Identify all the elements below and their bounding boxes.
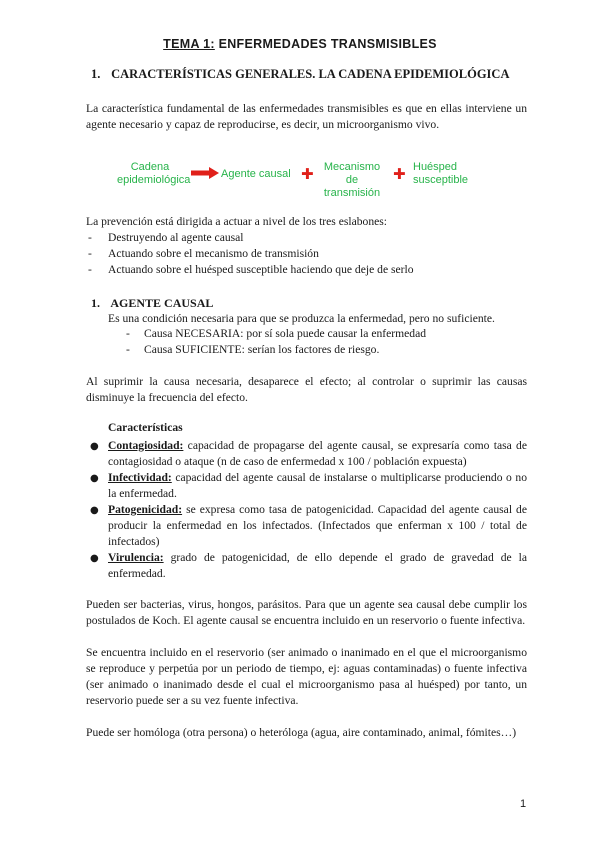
dash-marker: - [126, 327, 130, 340]
term-virulencia: Virulencia: [108, 551, 164, 564]
list-item [88, 262, 414, 278]
plus-icon: ✚ [393, 165, 406, 183]
section-1-heading [91, 67, 509, 82]
plus-icon: ✚ [301, 165, 314, 183]
definition-text: grado de patogenicidad, de ello depende el grado de gravedad de la enfermedad. [108, 551, 527, 580]
characteristics-title: Características [108, 421, 183, 434]
section-2-heading [91, 296, 213, 311]
section-2-title: AGENTE CAUSAL [110, 296, 214, 310]
characteristics-list [90, 438, 527, 582]
bullet-icon: ● [90, 505, 99, 516]
section-1-number: 1. [91, 67, 101, 81]
epidemiological-chain-diagram [117, 157, 487, 207]
term-contagiosidad: Contagiosidad: [108, 439, 184, 452]
prevention-intro: La prevención está dirigida a actuar a nivel de los tres eslabones: [86, 215, 387, 228]
diagram-chain-label [117, 161, 191, 187]
diagram-mech-line3: transmisión [323, 187, 381, 199]
section-1-title: CARACTERÍSTICAS GENERALES. LA CADENA EPIDEMIOLÓGICA [111, 67, 510, 81]
agent-definition: Es una condición necesaria para que se produzca la enfermedad, pero no suficiente. [108, 312, 495, 325]
diagram-chain-line2: epidemiológica [117, 174, 191, 186]
bullet-icon: ● [90, 473, 99, 484]
list-item-text: Causa SUFICIENTE: serían los factores de riesgo. [144, 343, 380, 356]
diagram-mech-line1: Mecanismo [323, 161, 381, 173]
cause-list [126, 326, 426, 358]
list-item [88, 230, 414, 246]
intro-paragraph: La característica fundamental de las enfermedades transmisibles es que en ellas interviene un agente necesario y capaz de reproducirse, es decir, un microorganismo vivo. [86, 102, 527, 131]
list-item [90, 550, 527, 582]
definition-text: capacidad del agente causal de instalarse o multiplicarse produciendo o no la enfermedad. [108, 471, 527, 500]
dash-marker: - [88, 263, 92, 276]
page-number: 1 [520, 798, 527, 810]
agents-paragraph-text: Pueden ser bacterias, virus, hongos, parásitos. Para que un agente sea causal debe cumplir los postulados de Koch. El agente causal se encuentra incluido en un reservorio o fuente infectiva. [86, 598, 527, 627]
dash-marker: - [126, 343, 130, 356]
title-prefix: TEMA 1: [163, 37, 215, 51]
list-item-text: Actuando sobre el huésped susceptible haciendo que deje de serlo [108, 263, 414, 276]
section-2-number: 1. [91, 296, 100, 310]
effect-paragraph: Al suprimir la causa necesaria, desaparece el efecto; al controlar o suprimir las causas disminuye la frecuencia del efecto. [86, 375, 527, 404]
diagram-agent-label: Agente causal [221, 168, 291, 180]
bullet-icon: ● [90, 553, 99, 564]
dash-marker: - [88, 231, 92, 244]
list-item [126, 342, 426, 358]
title-text: ENFERMEDADES TRANSMISIBLES [218, 37, 437, 51]
page-title [0, 37, 600, 51]
list-item-text: Causa NECESARIA: por sí sola puede causar la enfermedad [144, 327, 427, 340]
diagram-host-label [413, 161, 483, 187]
dash-marker: - [88, 247, 92, 260]
list-item [90, 502, 527, 550]
diagram-host-line2: susceptible [413, 174, 469, 186]
diagram-host-line1: Huésped [413, 161, 458, 173]
list-item [90, 470, 527, 502]
reservoir-paragraph [86, 645, 527, 709]
source-paragraph-text: Puede ser homóloga (otra persona) o heteróloga (agua, aire contaminado, animal, fómites…) [86, 726, 517, 739]
arrow-right-icon [191, 167, 219, 179]
list-item-text: Actuando sobre el mecanismo de transmisión [108, 247, 319, 260]
diagram-chain-line1: Cadena [130, 161, 170, 173]
list-item-text: Destruyendo al agente causal [108, 231, 244, 244]
definition-text: capacidad de propagarse del agente causal, se expresaría como tasa de contagiosidad o ataque (n de caso de enfermedad x 100 / población expuesta) [108, 439, 527, 468]
agents-paragraph [86, 597, 527, 629]
diagram-mechanism-label [317, 161, 387, 200]
list-item [126, 326, 426, 342]
term-patogenicidad: Patogenicidad: [108, 503, 183, 516]
reservoir-paragraph-text: Se encuentra incluido en el reservorio (ser animado o inanimado en el que el microorganismo se reproduce y perpetúa por un periodo de tiempo, ej: aguas contaminadas) o fuente infectiva (ser animado o inanimado desde el cual el microorganismo pasa al huésped) por tanto, un reservorio puede ser a su vez fuente infectiva. [86, 646, 527, 707]
bullet-icon: ● [90, 441, 99, 452]
term-infectividad: Infectividad: [108, 471, 172, 484]
definition-text: se expresa como tasa de patogenicidad. Capacidad del agente causal de producir la enfermedad en los infectados. (Infectados que enferman x 100 / total de infectados) [108, 503, 527, 548]
list-item [90, 438, 527, 470]
diagram-mech-line2: de [345, 174, 359, 186]
prevention-list [88, 230, 414, 278]
source-paragraph [86, 725, 527, 741]
list-item [88, 246, 414, 262]
